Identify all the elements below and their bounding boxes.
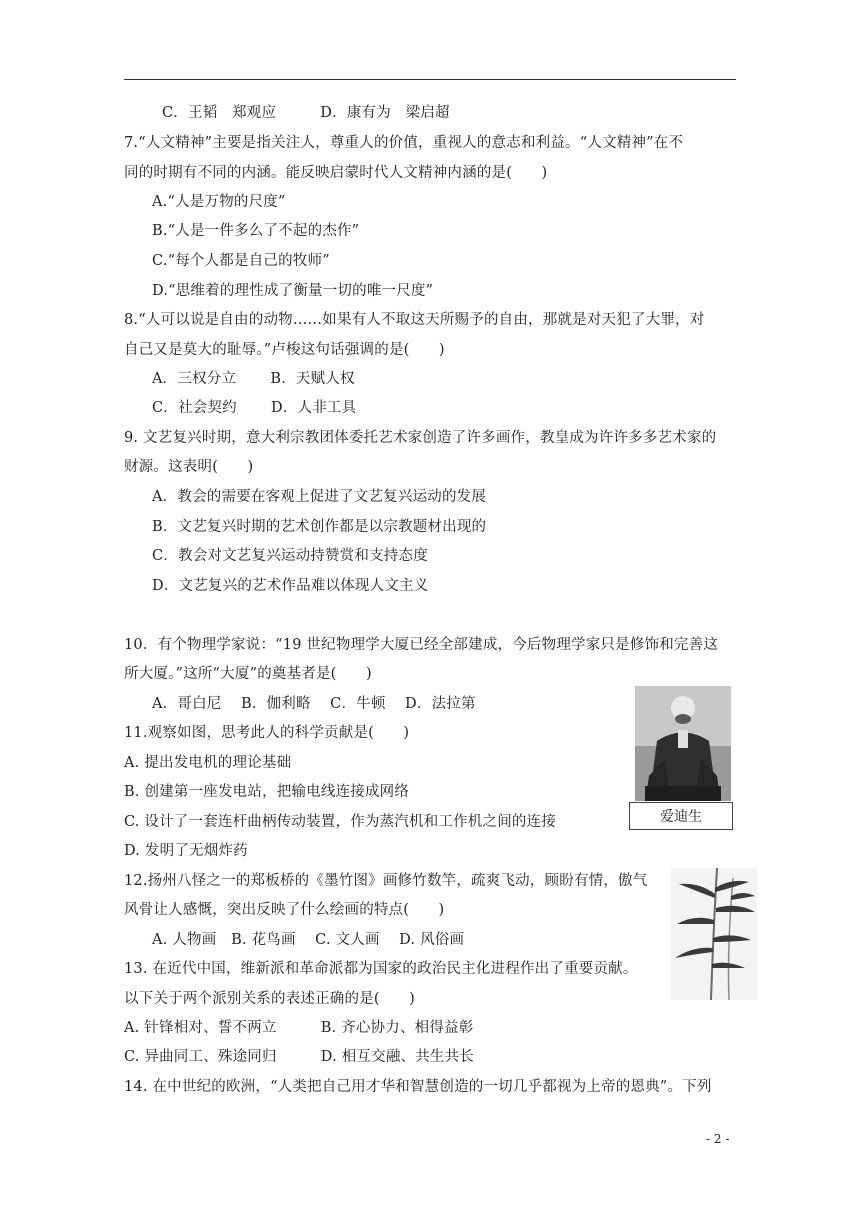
- text-line: C.“每个人都是自己的牧师”: [152, 253, 330, 269]
- text-line: D．文艺复兴的艺术作品难以体现人文主义: [152, 578, 429, 594]
- text-line: 14. 在中世纪的欧洲，“人类把自己用才华和智慧创造的一切几乎都视为上帝的恩典”。下列: [124, 1079, 712, 1095]
- text-line: 财源。这表明( ): [124, 459, 254, 475]
- text-line: C. 异曲同工、殊途同归 D. 相互交融、共生共长: [124, 1049, 475, 1065]
- text-line: A.“人是万物的尺度”: [152, 194, 286, 210]
- text-line: 13. 在近代中国，维新派和革命派都为国家的政治民主化进程作出了重要贡献。: [124, 961, 638, 977]
- text-line: 自己又是莫大的耻辱。”卢梭这句话强调的是( ): [124, 342, 445, 358]
- text-line: A. 人物画 B. 花鸟画 C. 文人画 D. 风俗画: [152, 932, 465, 948]
- figure-caption: 爱迪生: [629, 802, 733, 830]
- text-line: 8.“人可以说是自由的动物……如果有人不取这天所赐予的自由，那就是对天犯了大罪，对: [124, 312, 705, 328]
- text-line: B.“人是一件多么了不起的杰作”: [152, 223, 360, 239]
- text-line: 10．有个物理学家说：“19 世纪物理学大厦已经全部建成，今后物理学家只是修饰和完善这: [124, 637, 719, 653]
- text-line: A．教会的需要在客观上促进了文艺复兴运动的发展: [152, 489, 487, 505]
- text-line: B．文艺复兴时期的艺术创作都是以宗教题材出现的: [152, 519, 487, 535]
- text-line: 以下关于两个派别关系的表述正确的是( ): [124, 991, 416, 1007]
- text-line: A. 提出发电机的理论基础: [124, 755, 292, 771]
- text-line: 7.“人文精神”主要是指关注人，尊重人的价值，重视人的意志和利益。“人文精神”在不: [124, 135, 684, 151]
- text-line: A. 针锋相对、誓不两立 B. 齐心协力、相得益彰: [124, 1020, 474, 1036]
- text-line: D. 发明了无烟炸药: [124, 843, 248, 859]
- text-line: 12.扬州八怪之一的郑板桥的《墨竹图》画修竹数竿，疏爽飞动，顾盼有情，傲气: [124, 873, 648, 889]
- page-number: - 2 -: [706, 1132, 730, 1146]
- text-line: D.“思维着的理性成了衡量一切的唯一尺度”: [152, 283, 434, 299]
- text-line: C．社会契约 D．人非工具: [152, 400, 357, 416]
- text-line: C．王韬 郑观应 D．康有为 梁启超: [162, 105, 450, 121]
- header-rule: [124, 79, 736, 80]
- text-line: C．教会对文艺复兴运动持赞赏和支持态度: [152, 548, 428, 564]
- text-line: 同的时期有不同的内涵。能反映启蒙时代人文精神内涵的是( ): [124, 165, 548, 181]
- text-line: A．哥白尼 B．伽利略 C．牛顿 D．法拉第: [152, 696, 476, 712]
- text-line: A．三权分立 B．天赋人权: [152, 371, 355, 387]
- edison-portrait: [635, 686, 731, 801]
- bamboo-painting: [671, 868, 757, 1000]
- text-line: C. 设计了一套连杆曲柄传动装置，作为蒸汽机和工作机之间的连接: [124, 814, 556, 830]
- text-line: 所大厦。”这所“大厦”的奠基者是( ): [124, 666, 372, 682]
- text-line: 11.观察如图，思考此人的科学贡献是( ): [124, 725, 410, 741]
- text-line: 9. 文艺复兴时期，意大利宗教团体委托艺术家创造了许多画作，教皇成为许许多多艺术家的: [124, 430, 717, 446]
- text-line: 风骨让人感慨，突出反映了什么绘画的特点( ): [124, 902, 445, 918]
- text-line: B. 创建第一座发电站，把输电线连接成网络: [124, 784, 410, 800]
